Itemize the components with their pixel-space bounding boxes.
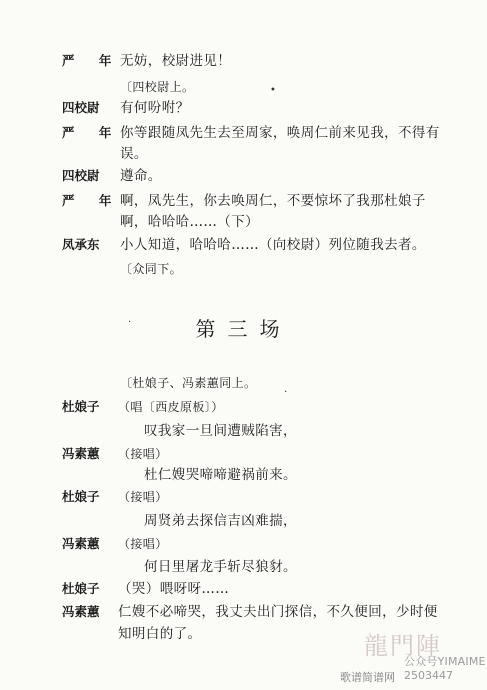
scan-speck: • [270, 85, 276, 96]
dialogue-line [0, 603, 487, 627]
dialogue-line [0, 580, 487, 604]
sung-line [0, 422, 487, 446]
speaker-name: 杜娘子 [62, 399, 100, 414]
dialogue-line [0, 99, 487, 123]
footer-id: 2503447 [404, 669, 453, 682]
speaker-name: 严 年 [62, 193, 122, 208]
dialogue-line [0, 398, 487, 422]
watermark-logo-text: 龍門陣 [364, 632, 442, 660]
watermark-url: 公众号YIMAIME [404, 655, 486, 668]
dialogue-line [0, 52, 487, 76]
dialogue-line [0, 488, 487, 512]
stage-direction [0, 374, 487, 398]
dialogue-continuation [0, 145, 487, 169]
footer-site: 歌谱简谱网 [340, 671, 395, 684]
stage-direction [0, 260, 487, 284]
speaker-name: 严 年 [62, 53, 122, 68]
dialogue-text: 有何吩咐？ [120, 100, 190, 116]
stage-direction-text: 〔众同下。 [120, 262, 183, 276]
dialogue-line [0, 167, 487, 191]
dialogue-line [0, 535, 487, 559]
stage-direction-text: 〔四校尉上。 [120, 80, 195, 94]
sung-line [0, 558, 487, 582]
dialogue-text: 啊，哈哈哈……（下） [120, 214, 259, 230]
sung-line [0, 512, 487, 536]
dialogue-text: （哭）喂呀呀…… [118, 581, 230, 597]
speaker-name: 四校尉 [62, 100, 100, 115]
speaker-name: 冯素蕙 [62, 604, 100, 619]
scan-speck: · [128, 317, 132, 328]
scan-speck: · [284, 387, 288, 398]
dialogue-text: 啊，凤先生，你去唤周仁，不要惊坏了我那杜娘子 [120, 193, 426, 209]
dialogue-text: 遵命。 [120, 168, 162, 184]
sung-text: 周贤弟去探信吉凶难揣， [144, 513, 297, 529]
dialogue-text: 无妨，校尉进见！ [120, 53, 232, 69]
speaker-name: 严 年 [62, 125, 122, 140]
speaker-name: 杜娘子 [62, 489, 100, 504]
dialogue-text: 小人知道，哈哈哈……（向校尉）列位随我去者。 [120, 237, 426, 253]
sung-text: 何日里屠龙手斩尽狼豺。 [144, 559, 297, 575]
dialogue-text: （接唱） [118, 490, 168, 504]
dialogue-text: 你等跟随凤先生去至周家，唤周仁前来见我，不得有 [120, 125, 440, 141]
sung-text: 杜仁嫂哭啼啼避祸前来。 [144, 467, 297, 483]
dialogue-text: （唱〔西皮原板〕） [118, 400, 224, 414]
sung-line [0, 466, 487, 490]
dialogue-text: 知明白的了。 [118, 626, 202, 642]
speaker-name: 冯素蕙 [62, 536, 100, 551]
dialogue-text: 误。 [120, 146, 148, 162]
speaker-name: 杜娘子 [62, 581, 100, 596]
dialogue-continuation [0, 213, 487, 237]
speaker-name: 凤承东 [62, 237, 100, 252]
dialogue-text: （接唱） [118, 537, 168, 551]
dialogue-text: 仁嫂不必啼哭，我丈夫出门探信，不久便回，少时便 [118, 604, 438, 620]
sung-text: 叹我家一旦间遭贼陷害， [144, 423, 297, 439]
speaker-name: 冯素蕙 [62, 446, 100, 461]
dialogue-line [0, 236, 487, 260]
stage-direction-text: 〔杜娘子、冯素蕙同上。 [120, 376, 257, 390]
dialogue-text: （接唱） [118, 447, 168, 461]
scene-title: 第三场 [195, 317, 292, 341]
speaker-name: 四校尉 [62, 168, 100, 183]
